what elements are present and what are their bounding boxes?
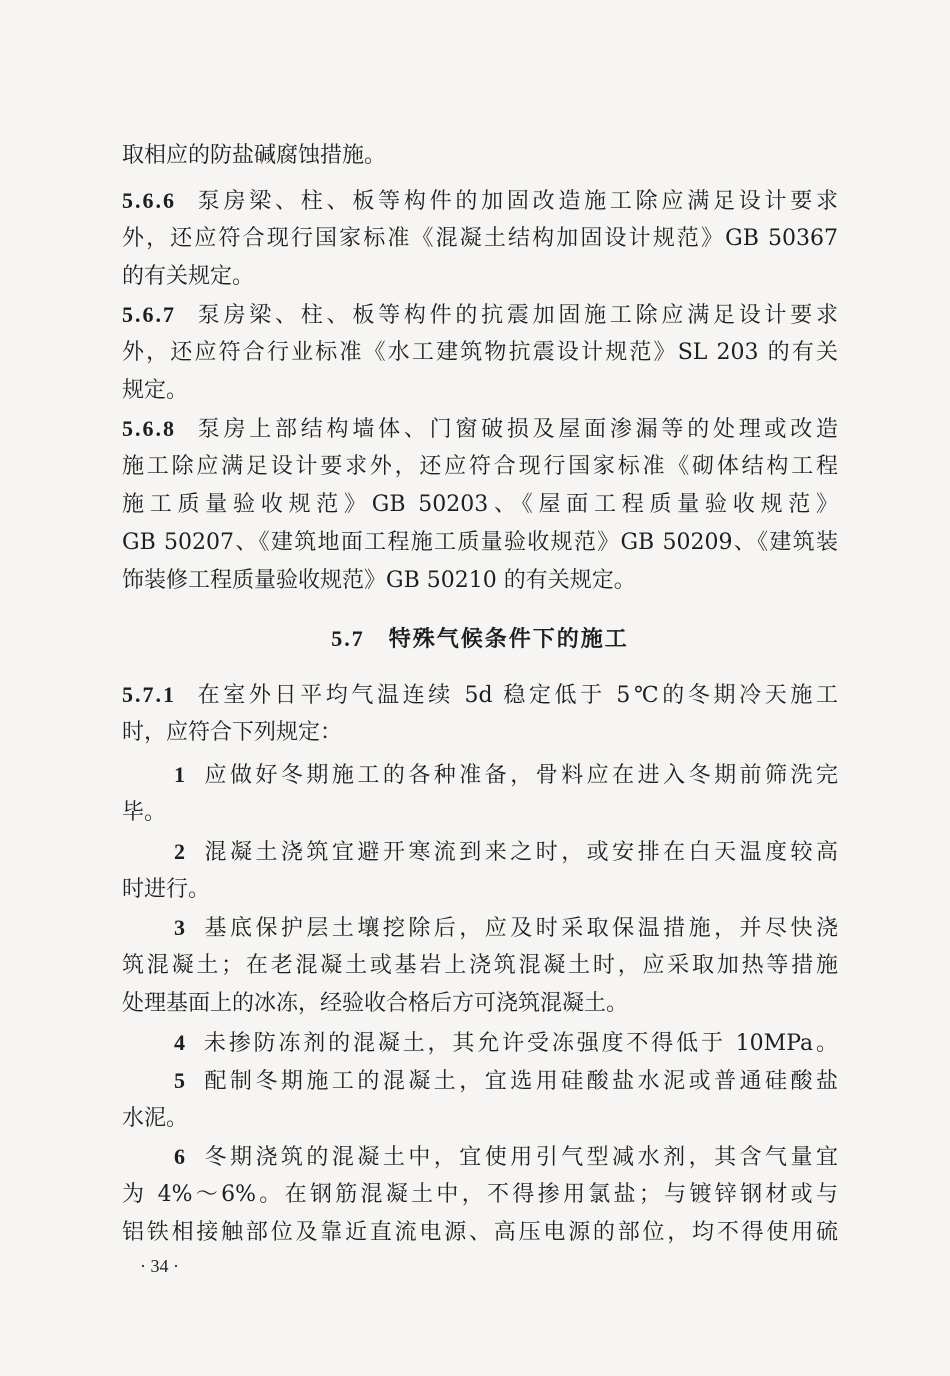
item-number: 5 (174, 1068, 185, 1093)
paragraph-line: 外，还应符合现行国家标准《混凝土结构加固设计规范》GB 50367 (122, 226, 838, 251)
section-title: 特殊气候条件下的施工 (388, 627, 629, 652)
paragraph-line: 铝铁相接触部位及靠近直流电源、高压电源的部位，均不得使用硫 (122, 1220, 838, 1245)
clause-number: 5.7.1 (122, 682, 176, 707)
item-number: 2 (174, 839, 185, 864)
paragraph-line: 的有关规定。 (122, 264, 255, 289)
list-item-4: 4 未掺防冻剂的混凝土，其允许受冻强度不得低于 10MPa。 (174, 1030, 838, 1056)
item-number: 4 (174, 1030, 185, 1055)
paragraph-line: 水泥。 (122, 1106, 189, 1131)
clause-number: 5.6.6 (122, 188, 176, 213)
paragraph-line: 取相应的防盐碱腐蚀措施。 (122, 143, 387, 168)
list-item-6: 6 冬期浇筑的混凝土中，宜使用引气型减水剂，其含气量宜 (174, 1144, 838, 1170)
section-number: 5.7 (331, 626, 365, 651)
paragraph-line: 时进行。 (122, 877, 211, 902)
paragraph-line: GB 50207、《建筑地面工程施工质量验收规范》GB 50209、《建筑装 (122, 530, 838, 555)
paragraph-line: 外，还应符合行业标准《水工建筑物抗震设计规范》SL 203 的有关 (122, 340, 838, 365)
paragraph-line: 时，应符合下列规定： (122, 720, 343, 745)
clause-5-6-6: 5.6.6 泵房梁、柱、板等构件的加固改造施工除应满足设计要求 (122, 188, 838, 214)
list-item-5: 5 配制冬期施工的混凝土，宜选用硅酸盐水泥或普通硅酸盐 (174, 1068, 838, 1094)
list-item-1: 1 应做好冬期施工的各种准备，骨料应在进入冬期前筛洗完 (174, 762, 838, 788)
list-item-3: 3 基底保护层土壤挖除后，应及时采取保温措施，并尽快浇 (174, 915, 838, 941)
clause-5-6-8: 5.6.8 泵房上部结构墙体、门窗破损及屋面渗漏等的处理或改造 (122, 416, 838, 442)
document-page (122, 0, 838, 1376)
clause-5-6-7: 5.6.7 泵房梁、柱、板等构件的抗震加固施工除应满足设计要求 (122, 302, 838, 328)
page-number: · 34 · (140, 1256, 179, 1276)
paragraph-line: 施工除应满足设计要求外，还应符合现行国家标准《砌体结构工程 (122, 454, 838, 479)
paragraph-line: 处理基面上的冰冻，经验收合格后方可浇筑混凝土。 (122, 991, 629, 1016)
paragraph-line: 毕。 (122, 800, 167, 825)
item-number: 6 (174, 1144, 185, 1169)
paragraph-line: 筑混凝土；在老混凝土或基岩上浇筑混凝土时，应采取加热等措施 (122, 953, 838, 978)
paragraph-line: 施工质量验收规范》GB 50203、《屋面工程质量验收规范》 (122, 492, 838, 517)
paragraph-line: 规定。 (122, 378, 189, 403)
paragraph-line: 为 4%～6%。在钢筋混凝土中，不得掺用氯盐；与镀锌钢材或与 (122, 1182, 838, 1207)
clause-number: 5.6.7 (122, 302, 176, 327)
paragraph-line: 饰装修工程质量验收规范》GB 50210 的有关规定。 (122, 568, 636, 593)
section-heading (122, 619, 838, 659)
list-item-2: 2 混凝土浇筑宜避开寒流到来之时，或安排在白天温度较高 (174, 839, 838, 865)
item-number: 3 (174, 915, 185, 940)
clause-5-7-1: 5.7.1 在室外日平均气温连续 5d 稳定低于 5℃的冬期冷天施工 (122, 682, 838, 708)
item-number: 1 (174, 762, 185, 787)
clause-number: 5.6.8 (122, 416, 176, 441)
